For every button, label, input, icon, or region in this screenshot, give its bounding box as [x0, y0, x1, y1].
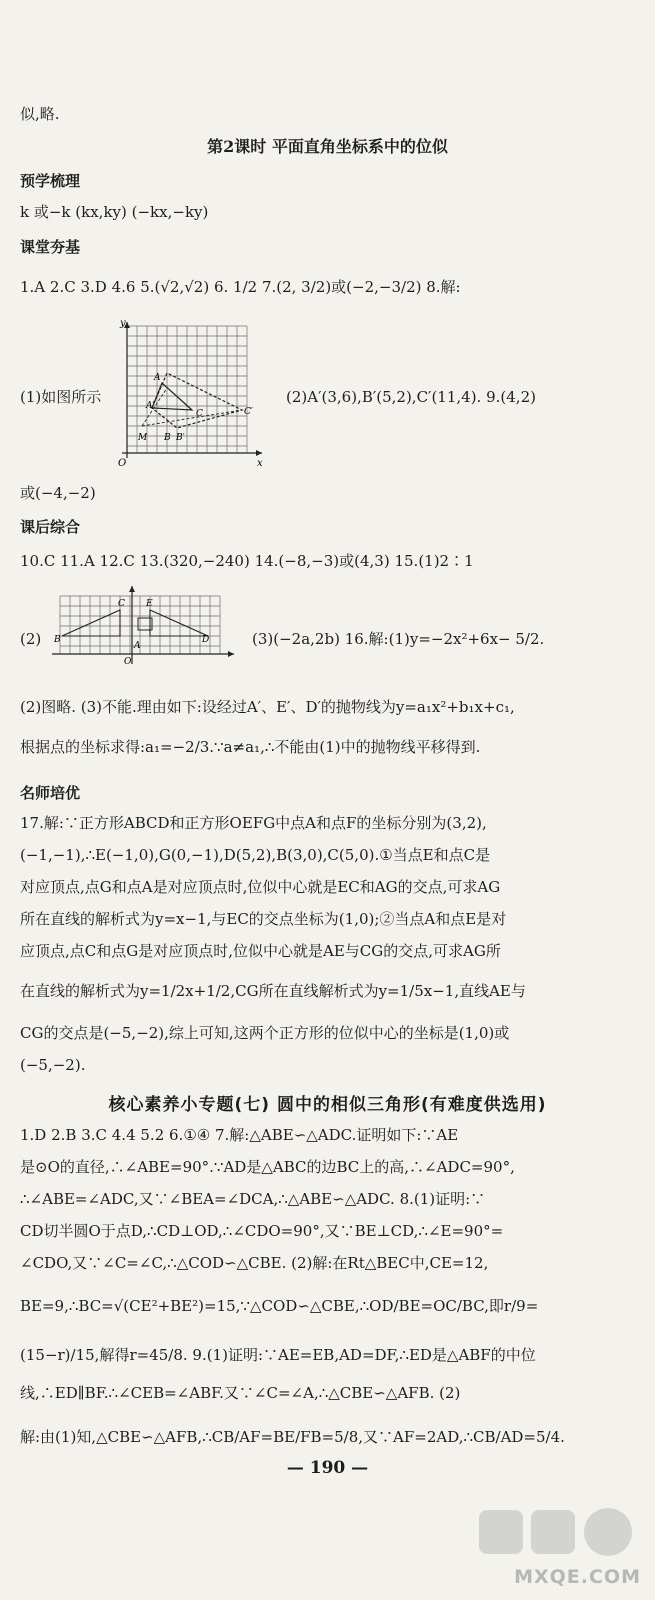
point-bp-label: B′	[176, 433, 185, 443]
text-line: ∴∠ABE=∠ADC,又∵∠BEA=∠DCA,∴△ABE∽△ADC. 8.(1)证明:∵	[20, 1190, 486, 1208]
origin-label: O	[124, 657, 132, 667]
point-e-label: E	[146, 599, 153, 609]
text-line: 17.解:∵正方形ABCD和正方形OEFG中点A和点F的坐标分别为(3,2),	[20, 814, 487, 832]
point-a-label: A	[154, 373, 161, 383]
text-line: (15−r)/15,解得r=45/8. 9.(1)证明:∵AE=EB,AD=DF,∴ED是△ABF的中位	[20, 1346, 536, 1364]
topic-title: 核心素养小专题(七) 圆中的相似三角形(有难度供选用)	[108, 1095, 547, 1115]
text-line: 根据点的坐标求得:a₁=−2/3.∵a≠a₁,∴不能由(1)中的抛物线平移得到.	[20, 738, 481, 756]
text-line: 所在直线的解析式为y=x−1,与EC的交点坐标为(1,0);②当点A和点E是对	[20, 910, 507, 928]
text-line: 1.A 2.C 3.D 4.6 5.(√2,√2) 6. 1/2 7.(2, 3/2)或(−2,−3/2) 8.解:	[20, 278, 461, 296]
text-line: ∠CDO,又∵∠C=∠C,∴△COD∽△CBE. (2)解:在Rt△BEC中,CE=12,	[20, 1254, 489, 1272]
section-heading-preview: 预学梳理	[20, 172, 81, 190]
text-line: 似,略.	[20, 105, 60, 123]
text-line: (2)A′(3,6),B′(5,2),C′(11,4). 9.(4,2)	[286, 388, 536, 406]
text-line: (2)图略. (3)不能.理由如下:设经过A′、E′、D′的抛物线为y=a₁x²+b₁x+c₁,	[20, 698, 515, 716]
origin-label: O	[118, 458, 127, 468]
x-axis-label: x	[257, 458, 263, 468]
text-line: k 或−k (kx,ky) (−kx,−ky)	[20, 203, 209, 221]
text-line: CG的交点是(−5,−2),综上可知,这两个正方形的位似中心的坐标是(1,0)或	[20, 1024, 510, 1042]
page-number: — 190 —	[286, 1458, 369, 1478]
point-a-label: A	[134, 641, 141, 651]
section-heading-class-basics: 课堂夯基	[20, 238, 81, 256]
text-line: 解:由(1)知,△CBE∽△AFB,∴CB/AF=BE/FB=5/8,又∵AF=2AD,∴CB/AD=5/4.	[20, 1428, 565, 1446]
triangle-right	[150, 610, 208, 636]
text-line: 是⊙O的直径,∴∠ABE=90°.∵AD是△ABC的边BC上的高,∴∠ADC=90°,	[20, 1158, 515, 1176]
text-line: CD切半圆O于点D,∴CD⊥OD,∴∠CDO=90°,又∵BE⊥CD,∴∠E=90°=	[20, 1222, 504, 1240]
text-line: (−1,−1),∴E(−1,0),G(0,−1),D(5,2),B(3,0),C(5,0).①当点E和点C是	[20, 846, 491, 864]
text-line: (3)(−2a,2b) 16.解:(1)y=−2x²+6x− 5/2.	[252, 630, 545, 648]
point-d-label: D	[202, 635, 210, 645]
point-b-label: B	[164, 433, 171, 443]
point-c-label: C	[196, 409, 203, 419]
y-axis-label: y	[120, 318, 126, 329]
text-line: 应顶点,点C和点G是对应顶点时,位似中心就是AE与CG的交点,可求AG所	[20, 942, 501, 960]
point-ap-label: A′	[146, 401, 155, 411]
text-line: 或(−4,−2)	[20, 484, 96, 502]
text-line: (1)如图所示	[20, 388, 102, 406]
point-c-label: C	[118, 599, 125, 609]
text-line: 对应顶点,点G和点A是对应顶点时,位似中心就是EC和AG的交点,可求AG	[20, 878, 501, 896]
lesson-title: 第2课时 平面直角坐标系中的位似	[207, 137, 448, 156]
text-line: (−5,−2).	[20, 1056, 86, 1074]
coordinate-figure-2	[52, 582, 237, 667]
section-heading-after-class: 课后综合	[20, 518, 81, 536]
coordinate-figure-1	[112, 318, 272, 468]
text-line: 线,∴ED∥BF.∴∠CEB=∠ABF.又∵∠C=∠A,∴△CBE∽△AFB. (2)	[20, 1384, 461, 1402]
point-b-label: B	[54, 635, 61, 645]
watermark-text: MXQE.COM	[514, 1566, 641, 1588]
text-line: BE=9,∴BC=√(CE²+BE²)=15,∵△COD∽△CBE,∴OD/BE=OC/BC,即r/9=	[20, 1297, 539, 1315]
text-line: 在直线的解析式为y=1/2x+1/2,CG所在直线解析式为y=1/5x−1,直线AE与	[20, 982, 526, 1000]
text-line: (2)	[20, 630, 42, 648]
text-line: 1.D 2.B 3.C 4.4 5.2 6.①④ 7.解:△ABE∽△ADC.证明如下:∵AE	[20, 1126, 459, 1144]
axes-2	[52, 586, 234, 664]
point-cp-label: C′	[244, 407, 253, 417]
point-m-label: M	[138, 433, 148, 443]
triangle-left	[62, 610, 120, 636]
section-heading-teacher: 名师培优	[20, 784, 81, 802]
text-line: 10.C 11.A 12.C 13.(320,−240) 14.(−8,−3)或(4,3) 15.(1)2∶1	[20, 552, 474, 570]
